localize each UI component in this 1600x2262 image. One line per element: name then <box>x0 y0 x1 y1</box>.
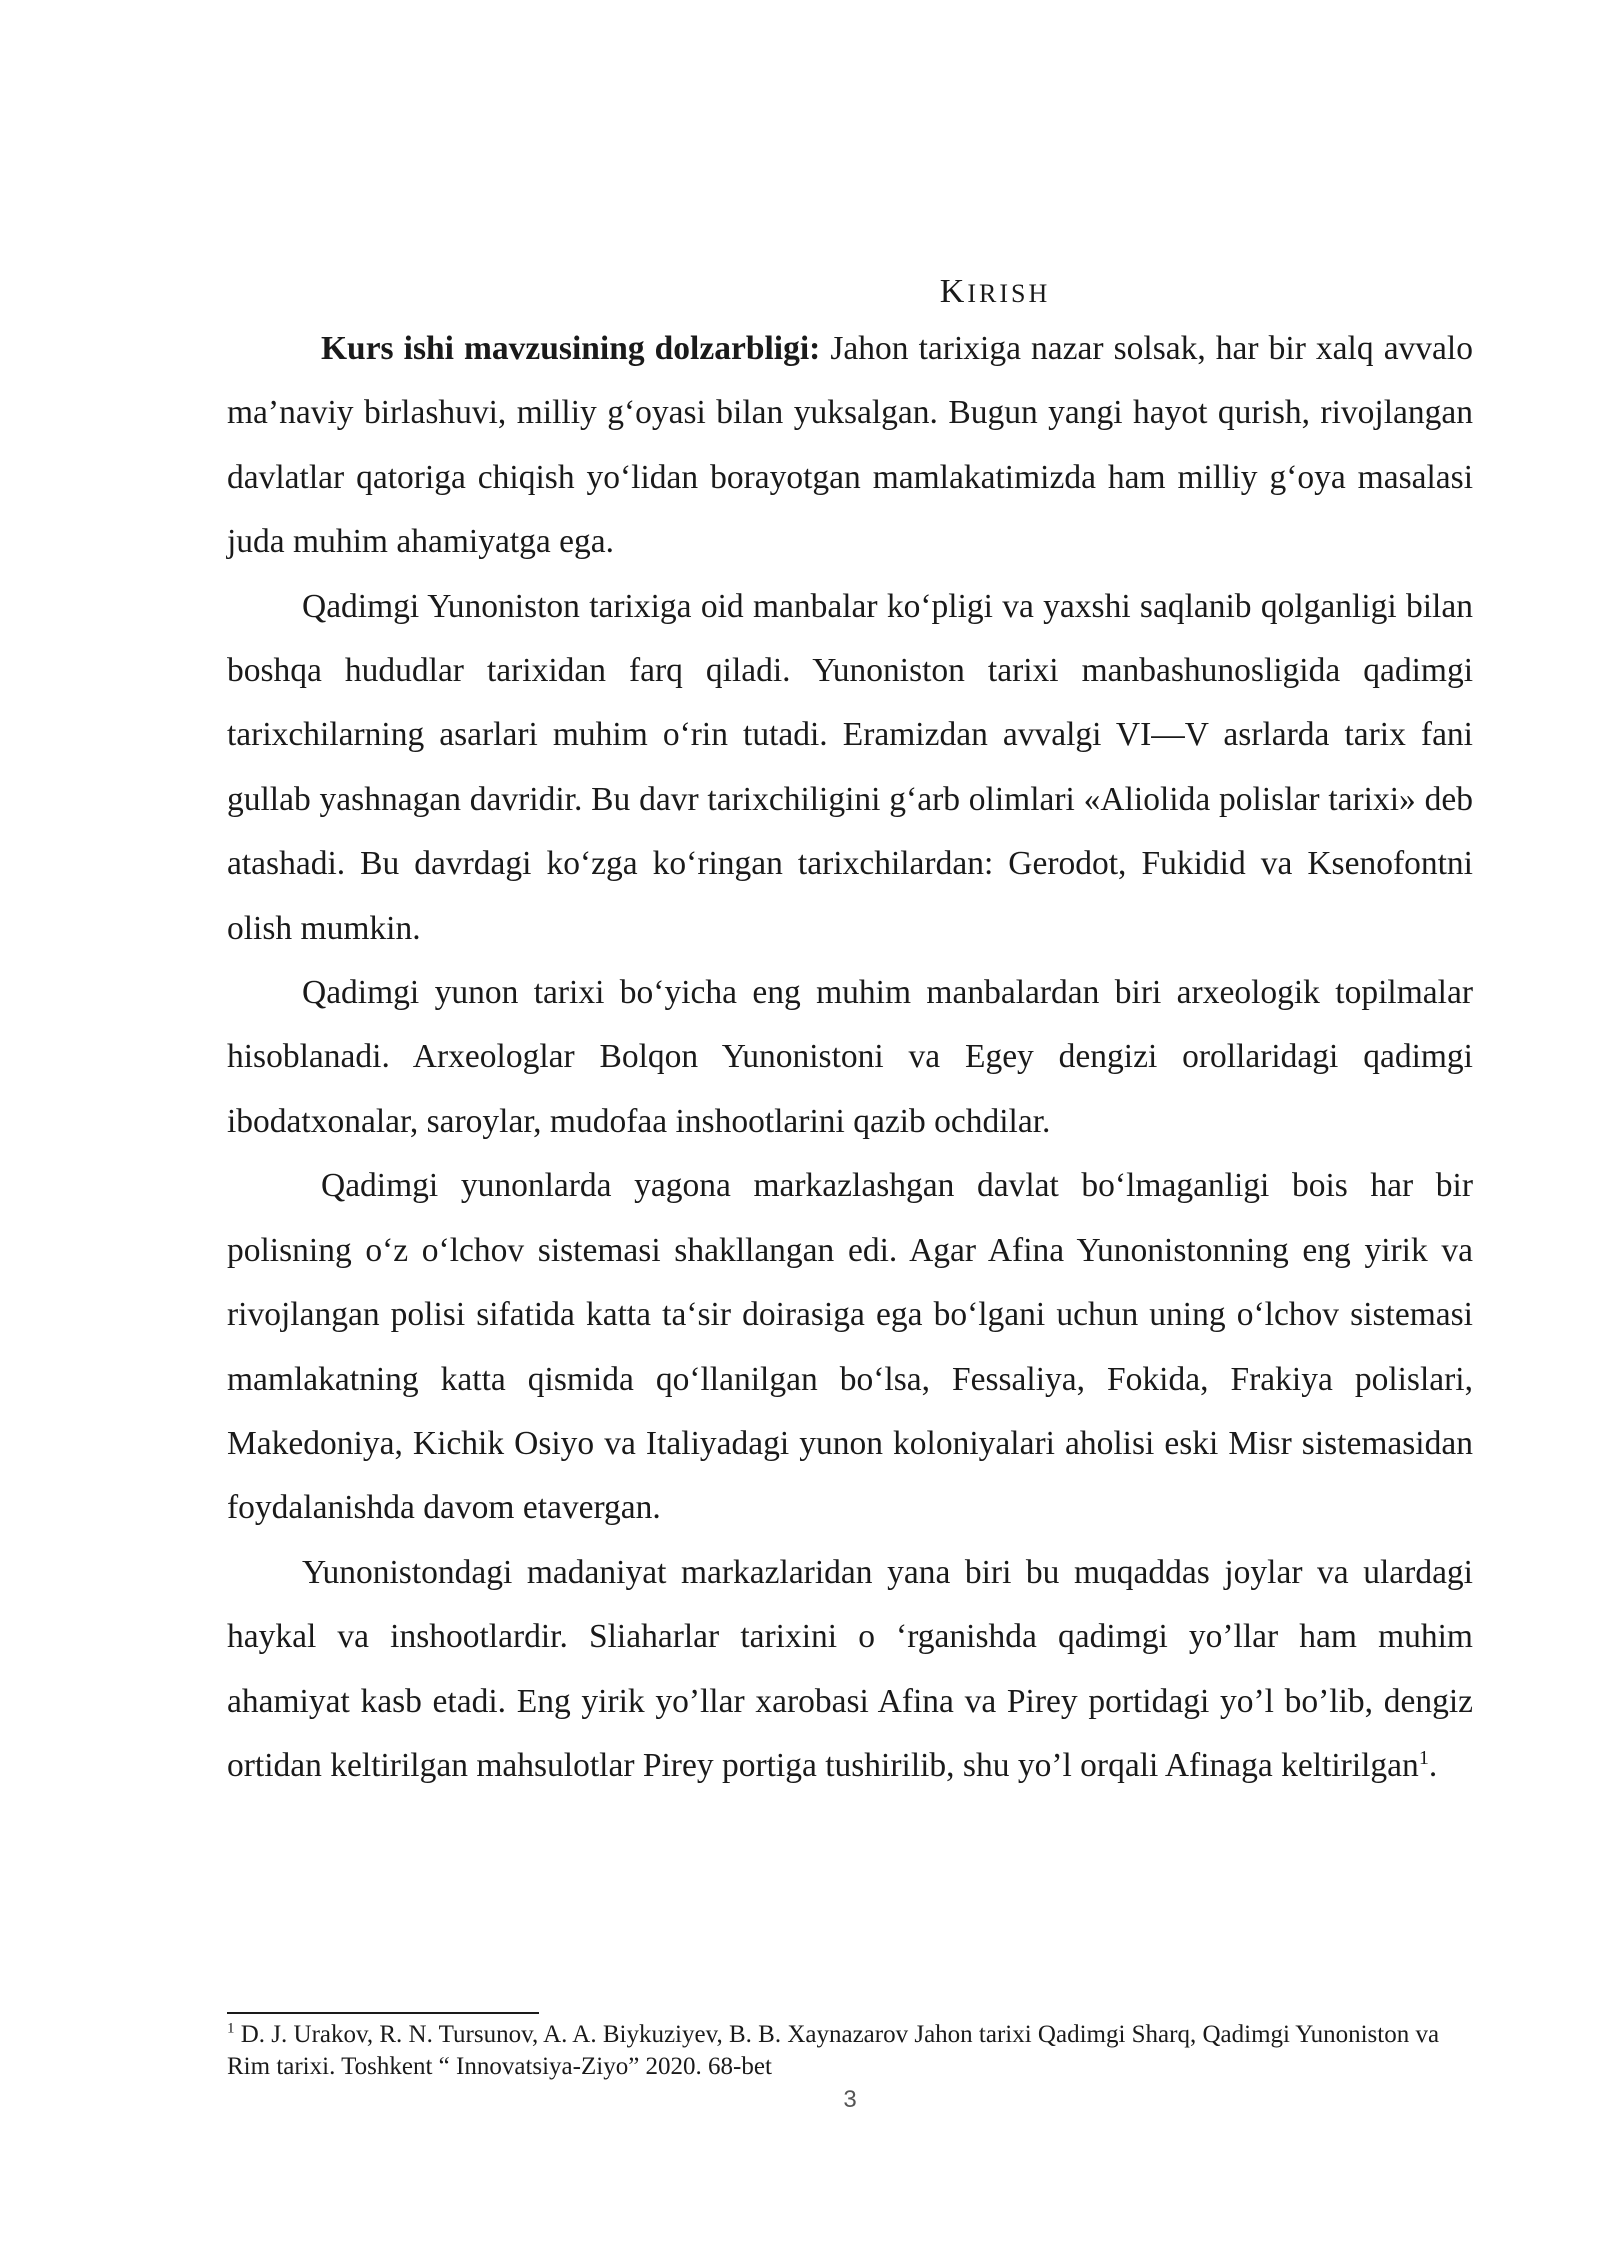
footnote-reference[interactable]: 1 <box>1418 1746 1429 1769</box>
paragraph-5 <box>227 1541 1473 1799</box>
paragraph-3-text: Qadimgi yunon tarixi bo‘yicha eng muhim manbalardan biri arxeologik topilmalar hisoblanadi. Arxeologlar Bolqon Yunonistoni va Egey dengizi orollaridagi qadimgi ibodatxonalar, saroylar, mudofaa inshootlarini qazib ochdilar. <box>227 974 1473 1140</box>
body-text <box>227 317 1473 1798</box>
paragraph-3 <box>227 961 1473 1154</box>
footnote-text: D. J. Urakov, R. N. Tursunov, A. A. Biykuziyev, B. B. Xaynazarov Jahon tarixi Qadimgi Sharq, Qadimgi Yunoniston va Rim tarixi. Toshkent “ Innovatsiya-Ziyo” 2020. 68-bet <box>227 2021 1440 2080</box>
paragraph-1-bold-lead: Kurs ishi mavzusining dolzarbligi: <box>321 330 821 367</box>
section-heading <box>0 272 1600 314</box>
heading-rest: IRISH <box>967 279 1051 308</box>
footnote-marker: 1 <box>227 2020 235 2037</box>
paragraph-4 <box>227 1154 1473 1540</box>
page-number: 3 <box>843 2086 857 2113</box>
paragraph-1 <box>227 317 1473 575</box>
footnote <box>227 2019 1473 2083</box>
heading-initial: K <box>939 273 968 310</box>
paragraph-5-tail: . <box>1428 1746 1438 1784</box>
paragraph-2 <box>227 575 1473 961</box>
paragraph-4-text: Qadimgi yunonlarda yagona markazlashgan davlat bo‘lmaganligi bois har bir polisning o‘z o‘lchov sistemasi shakllangan edi. Agar Afina Yunonistonning eng yirik va rivojlangan polisi sifatida katta ta‘sir doirasiga ega bo‘lgani uchun uning o‘lchov sistemasi mamlakatning katta qismida qo‘llanilgan bo‘lsa, Fessaliya, Fokida, Frakiya polislari, Makedoniya, Kichik Osiyo va Italiyadagi yunon koloniyalari aholisi eski Misr sistemasidan foydalanishda davom etavergan. <box>227 1167 1473 1527</box>
paragraph-5-text: Yunonistondagi madaniyat markazlaridan yana biri bu muqaddas joylar va ulardagi haykal va inshootlardir. Sliaharlar tarixini o ‘rganishda qadimgi yo’llar ham muhim ahamiyat kasb etadi. Eng yirik yo’llar xarobasi Afina va Pirey portidagi yo’l bo’lib, dengiz ortidan keltirilgan mahsulotlar Pirey portiga tushirilib, shu yo’l orqali Afinaga keltirilgan <box>227 1553 1473 1784</box>
paragraph-1-text: Jahon tarixiga nazar solsak, har bir xalq avvalo ma’naviy birlashuvi, milliy g‘oyasi bilan yuksalgan. Bugun yangi hayot qurish, rivojlangan davlatlar qatoriga chiqish yo‘lidan borayotgan mamlakatimizda ham milliy g‘oya masalasi juda muhim ahamiyatga ega. <box>227 330 1473 561</box>
footnote-divider <box>227 2012 539 2014</box>
paragraph-2-text: Qadimgi Yunoniston tarixiga oid manbalar ko‘pligi va yaxshi saqlanib qolganligi bilan boshqa hududlar tarixidan farq qiladi. Yunoniston tarixi manbashunosligida qadimgi tarixchilarning asarlari muhim o‘rin tutadi. Eramizdan avvalgi VI—V asrlarda tarix fani gullab yashnagan davridir. Bu davr tarixchiligini g‘arb olimlari «Aliolida polislar tarixi» deb atashadi. Bu davrdagi ko‘zga ko‘ringan tarixchilardan: Gerodot, Fukidid va Ksenofontni olish mumkin. <box>227 587 1473 947</box>
